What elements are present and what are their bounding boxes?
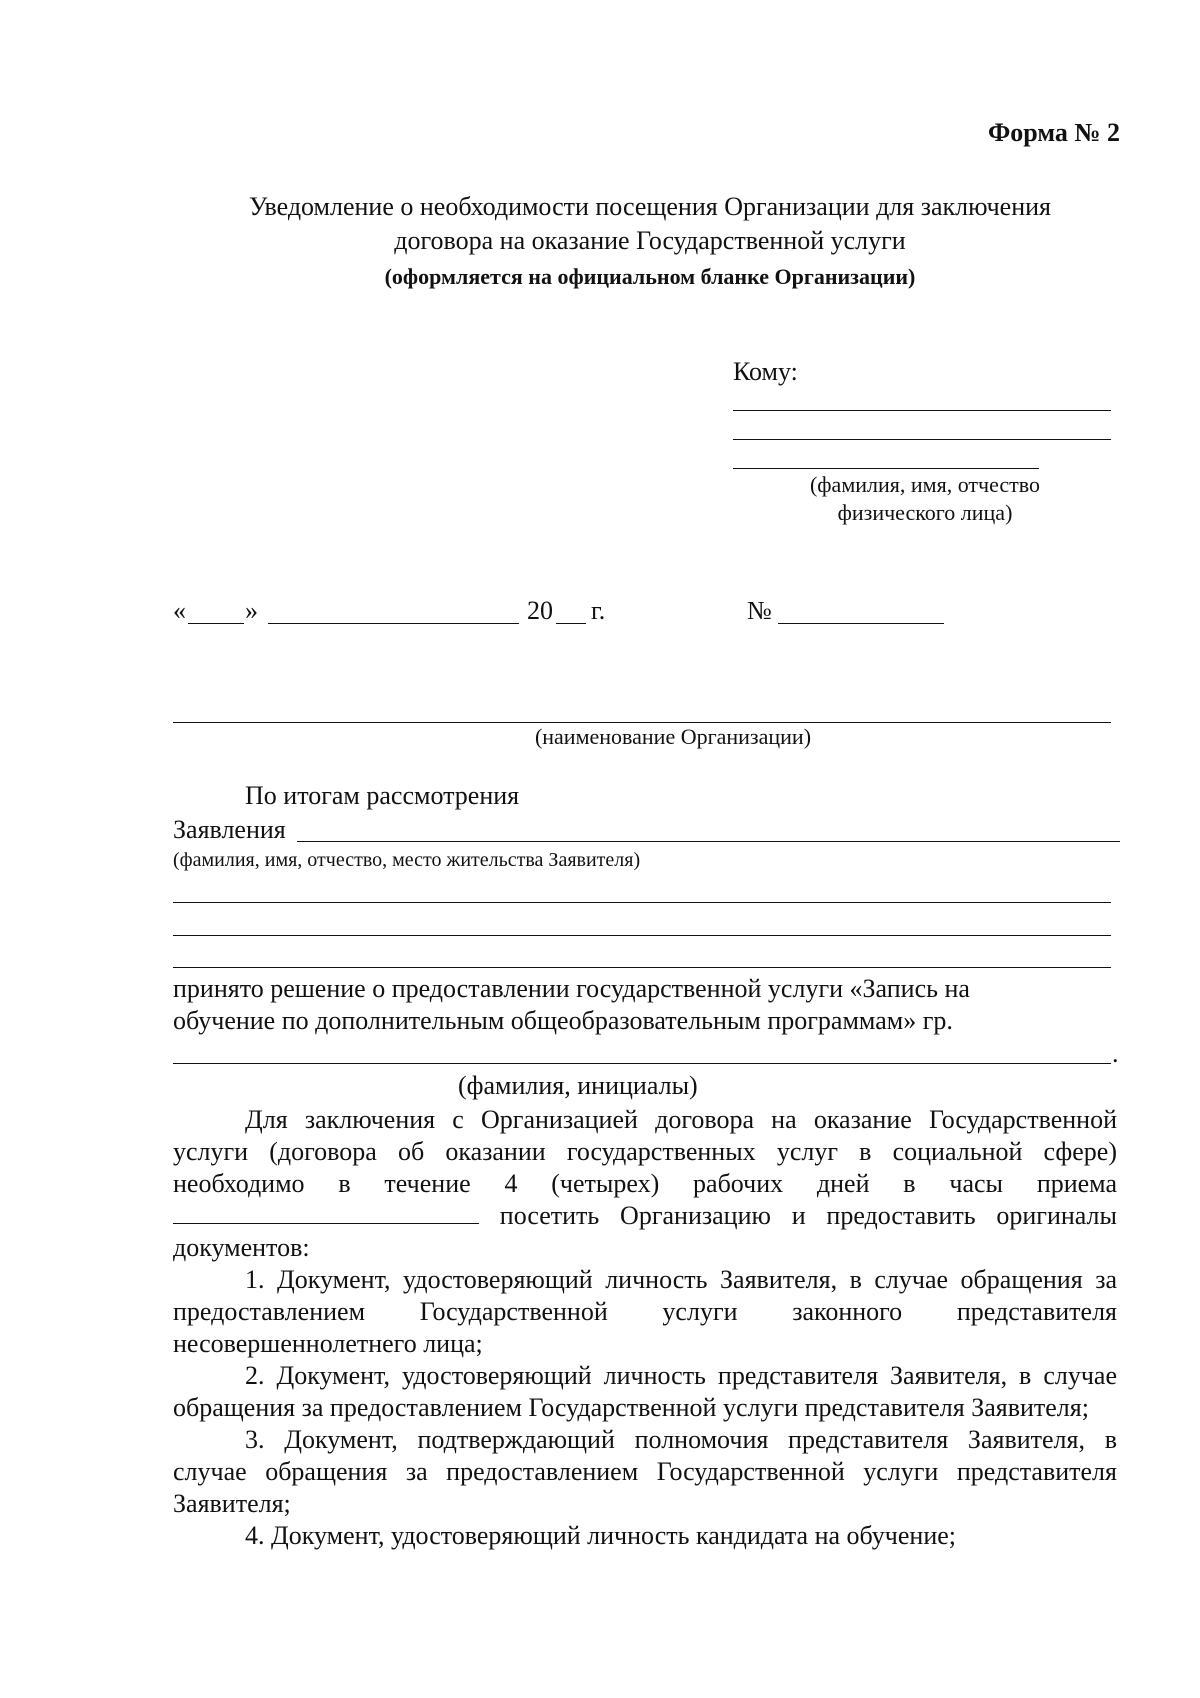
document-item-4: 4. Документ, удостоверяющий личность кандидата на обучение; [245, 1521, 957, 1550]
date-year-prefix: 20 [527, 596, 553, 625]
applicant-line-3[interactable] [173, 967, 1111, 968]
applicant-line-2[interactable] [173, 935, 1111, 936]
organization-caption: (наименование Организации) [534, 724, 812, 749]
form-number: Форма № 2 [987, 118, 1120, 147]
recipient-caption-1: (фамилия, имя, отчество [809, 472, 1041, 497]
document-item-1: 1. Документ, удостоверяющий личность Заявителя, в случае обращения за предоставлением Государственной услуги законного представителя несовершеннолетнего лица; [173, 1265, 1117, 1358]
title-line-2: договора на оказание Государственной услуги [394, 226, 906, 255]
date-day-field[interactable] [188, 623, 244, 624]
date-close-quote: » [245, 596, 258, 625]
recipient-label: Кому: [733, 357, 798, 386]
visit-text-before: Для заключения с Организацией договора на оказание Государственной услуги (договора об оказании государственных услуг в социальной сфере) необходимо в течение 4 (четырех) рабочих дней в часы приема [173, 1105, 1117, 1198]
visit-text-after: посетить Организацию и предоставить оригиналы документов: [173, 1201, 1117, 1262]
organization-name-field[interactable] [173, 722, 1111, 723]
recipient-caption-2: физического лица) [837, 500, 1013, 525]
application-line-1: По итогам рассмотрения [245, 781, 520, 810]
applicant-line-1[interactable] [173, 902, 1111, 903]
decision-line-2: обучение по дополнительным общеобразовательным программам» гр. [173, 1006, 953, 1035]
number-field[interactable] [778, 623, 944, 624]
recipient-line-1[interactable] [733, 410, 1111, 411]
date-year-suffix: г. [591, 596, 606, 625]
title-note: (оформляется на официальном бланке Организации) [384, 264, 916, 289]
document-body [173, 1104, 1117, 1552]
application-label: Заявления [173, 815, 286, 844]
document-item-3: 3. Документ, подтверждающий полномочия представителя Заявителя, в случае обращения за предоставлением Государственной услуги представителя Заявителя; [173, 1425, 1117, 1518]
recipient-line-3[interactable] [733, 468, 1039, 469]
number-sign: № [747, 596, 772, 625]
reception-hours-field[interactable] [173, 1201, 479, 1224]
document-item-2: 2. Документ, удостоверяющий личность представителя Заявителя, в случае обращения за предоставлением Государственной услуги представителя Заявителя; [173, 1361, 1117, 1422]
citizen-caption: (фамилия, инициалы) [458, 1071, 698, 1100]
title-line-1: Уведомление о необходимости посещения Организации для заключения [249, 192, 1051, 221]
visit-paragraph [173, 1104, 1117, 1264]
date-month-field[interactable] [268, 623, 519, 624]
decision-line-1: принято решение о предоставлении государственной услуги «Запись на [173, 974, 970, 1003]
applicant-caption: (фамилия, имя, отчество, место жительства Заявителя) [173, 849, 641, 871]
applicant-name-field[interactable] [297, 841, 1120, 842]
date-open-quote: « [173, 596, 186, 625]
recipient-line-2[interactable] [733, 439, 1111, 440]
decision-end-mark: . [1112, 1039, 1119, 1068]
date-year-field[interactable] [556, 623, 586, 624]
citizen-name-field[interactable] [173, 1063, 1111, 1064]
